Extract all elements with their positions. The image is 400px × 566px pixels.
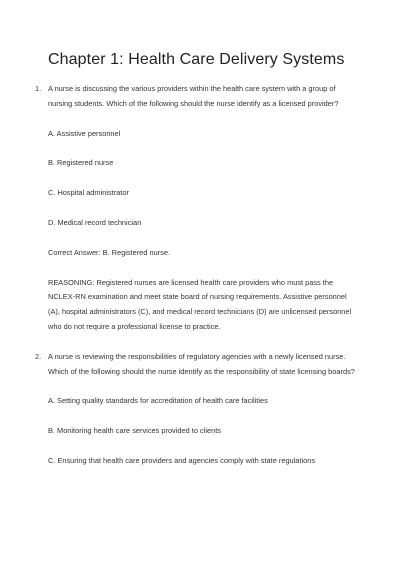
question-number: 2. [35,351,42,361]
question-text: A nurse is reviewing the responsibilities of regulatory agencies with a newly licensed nurse. Which of the following should the nurse identify as the responsibility of state licensing boards? [48,351,355,376]
question-2 [35,350,360,469]
question-number: 1. [35,84,42,93]
reasoning-paragraph: REASONING: Registered nurses are licensed health care providers who must pass the NCLEX-RN examination and meet state board of nursing requirements. Assistive personnel (A), hospital administrators (C), and medical record technicians (D) are unlicensed personnel who do not require a professional license to practice. [48,277,352,331]
correct-answer: Correct Answer: B. Registered nurse. [48,247,170,257]
answer-option-c: C. Ensuring that health care providers and agencies comply with state regulations [48,455,316,465]
answer-option-d: D. Medical record technician [48,217,142,227]
answer-option-a: A. Setting quality standards for accreditation of health care facilities [48,396,268,406]
question-text: A nurse is discussing the various providers within the health care system with a group of nursing students. Which of the following should the nurse identify as a licensed provider? [48,84,339,108]
chapter-title: Chapter 1: Health Care Delivery Systems [48,51,345,68]
question-1 [35,82,360,335]
answer-option-a: A. Assistive personnel [48,128,121,138]
answer-option-b: B. Registered nurse [48,158,114,168]
answer-option-b: B. Monitoring health care services provided to clients [48,426,221,436]
answer-option-c: C. Hospital administrator [48,188,129,198]
